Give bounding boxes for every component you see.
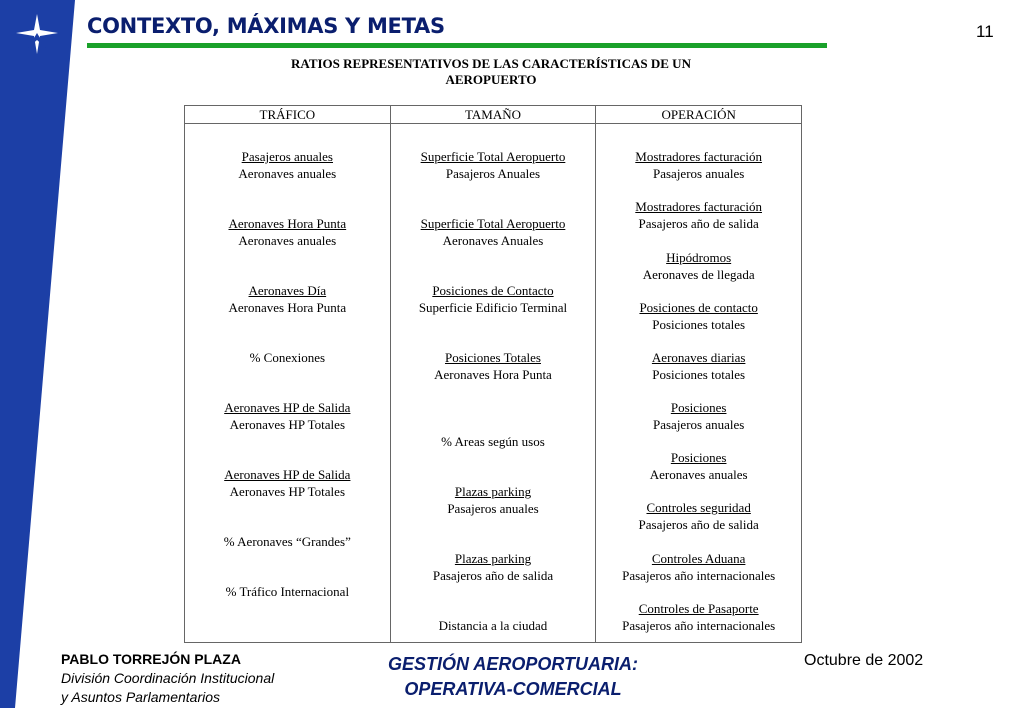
ratio-entry <box>596 450 801 484</box>
ratio-denominator: Aeronaves anuales <box>238 232 337 248</box>
ratio-entry <box>391 484 596 518</box>
table-subtitle <box>200 56 782 88</box>
ratio-entry <box>596 601 801 635</box>
ratio-denominator: Pasajeros anuales <box>652 416 745 432</box>
ratio-denominator: Pasajeros año internacionales <box>622 567 776 583</box>
ratio-numerator: Posiciones <box>670 450 727 465</box>
ratio-denominator: Pasajeros año de salida <box>638 215 759 231</box>
ratio-entry <box>391 216 596 250</box>
ratio-denominator: Pasajeros Anuales <box>445 165 541 181</box>
ratio-denominator: Pasajeros anuales <box>652 165 745 181</box>
department-line-1: División Coordinación Institucional <box>61 670 275 686</box>
ratio-numerator: Posiciones <box>670 400 727 415</box>
ratio-single: % Tráfico Internacional <box>225 584 350 599</box>
ratio-entry <box>185 467 390 501</box>
ratio-entry <box>185 350 390 367</box>
ratio-entry <box>185 400 390 434</box>
ratio-numerator: Controles de Pasaporte <box>638 601 759 616</box>
blue-side-band <box>0 0 100 708</box>
presentation-title-line-2: OPERATIVA-COMERCIAL <box>404 679 622 699</box>
author-block <box>61 650 274 707</box>
ratio-denominator: Pasajeros año internacionales <box>622 617 776 633</box>
ratio-entry <box>596 250 801 284</box>
ratio-denominator: Aeronaves anuales <box>238 165 337 181</box>
ratio-single: % Areas según usos <box>441 434 545 449</box>
ratio-numerator: Posiciones de Contacto <box>432 283 554 298</box>
page-number: 11 <box>976 22 994 41</box>
ratio-numerator: Superficie Total Aeropuerto <box>420 216 566 231</box>
ratio-denominator: Aeronaves HP Totales <box>229 483 345 499</box>
ratio-entry <box>391 434 596 451</box>
ratio-denominator: Aeronaves anuales <box>649 466 748 482</box>
ratio-numerator: Superficie Total Aeropuerto <box>420 149 566 164</box>
ratio-numerator: Plazas parking <box>454 551 532 566</box>
ratio-entry <box>596 300 801 334</box>
ratio-numerator: Aeronaves Día <box>248 283 327 298</box>
ratio-numerator: Mostradores facturación <box>635 199 762 214</box>
header-tamano: TAMAÑO <box>390 106 596 124</box>
ratio-entry <box>596 199 801 233</box>
ratio-single: % Conexiones <box>249 350 326 365</box>
ratio-denominator: Aeronaves Hora Punta <box>434 366 552 382</box>
ratio-denominator: Aeronaves Hora Punta <box>228 299 347 315</box>
ratio-entry <box>185 534 390 551</box>
ratio-single: % Aeronaves “Grandes” <box>223 534 351 549</box>
airport-logo-icon <box>14 12 60 56</box>
ratio-numerator: Plazas parking <box>454 484 532 499</box>
ratio-entry <box>185 216 390 250</box>
ratio-denominator: Aeronaves Anuales <box>442 232 544 248</box>
ratio-numerator: Controles Aduana <box>651 551 746 566</box>
ratio-denominator: Posiciones totales <box>652 366 746 382</box>
ratio-entry <box>391 551 596 585</box>
ratio-numerator: Posiciones Totales <box>444 350 541 365</box>
tamano-column <box>390 124 596 643</box>
presentation-title-line-1: GESTIÓN AEROPORTUARIA: <box>387 654 638 674</box>
ratio-numerator: Hipódromos <box>666 250 732 265</box>
ratio-entry <box>596 500 801 534</box>
ratio-denominator: Aeronaves de llegada <box>642 266 755 282</box>
ratio-denominator: Posiciones totales <box>652 316 746 332</box>
subtitle-line-2: AEROPUERTO <box>445 72 537 87</box>
slide-title: CONTEXTO, MÁXIMAS Y METAS <box>87 14 445 38</box>
presentation-date: Octubre de 2002 <box>804 652 924 669</box>
subtitle-line-1: RATIOS REPRESENTATIVOS DE LAS CARACTERÍSTICAS DE UN <box>291 56 691 71</box>
ratios-table <box>184 105 802 643</box>
header-operacion: OPERACIÓN <box>596 106 802 124</box>
ratio-denominator: Pasajeros año de salida <box>432 567 554 583</box>
header-trafico: TRÁFICO <box>185 106 391 124</box>
ratio-entry <box>185 149 390 183</box>
presentation-title <box>338 652 688 702</box>
ratio-numerator: Aeronaves diarias <box>651 350 746 365</box>
operacion-column <box>596 124 802 643</box>
ratio-entry <box>596 350 801 384</box>
ratio-numerator: Aeronaves HP de Salida <box>224 467 351 482</box>
ratio-denominator: Pasajeros anuales <box>447 500 539 516</box>
ratio-denominator: Aeronaves HP Totales <box>229 416 345 432</box>
department-line-2: y Asuntos Parlamentarios <box>61 689 220 705</box>
ratio-entry <box>185 283 390 317</box>
trafico-column <box>185 124 391 643</box>
ratio-numerator: Pasajeros anuales <box>241 149 333 164</box>
ratio-entry <box>391 618 596 635</box>
ratio-denominator: Superficie Edificio Terminal <box>418 299 568 315</box>
ratio-denominator: Pasajeros año de salida <box>638 516 759 532</box>
ratio-numerator: Mostradores facturación <box>635 149 762 164</box>
ratio-single: Distancia a la ciudad <box>438 618 548 633</box>
ratio-numerator: Aeronaves HP de Salida <box>224 400 351 415</box>
ratio-entry <box>391 283 596 317</box>
ratio-numerator: Posiciones de contacto <box>639 300 758 315</box>
title-underline <box>87 43 827 48</box>
ratio-entry <box>185 584 390 601</box>
ratio-entry <box>391 350 596 384</box>
author-name: PABLO TORREJÓN PLAZA <box>61 651 241 667</box>
ratio-entry <box>391 149 596 183</box>
ratio-entry <box>596 400 801 434</box>
ratio-numerator: Aeronaves Hora Punta <box>228 216 347 231</box>
ratio-entry <box>596 551 801 585</box>
table-header-row <box>185 106 802 124</box>
table-body-row <box>185 124 802 643</box>
ratio-numerator: Controles seguridad <box>646 500 751 515</box>
ratio-entry <box>596 149 801 183</box>
